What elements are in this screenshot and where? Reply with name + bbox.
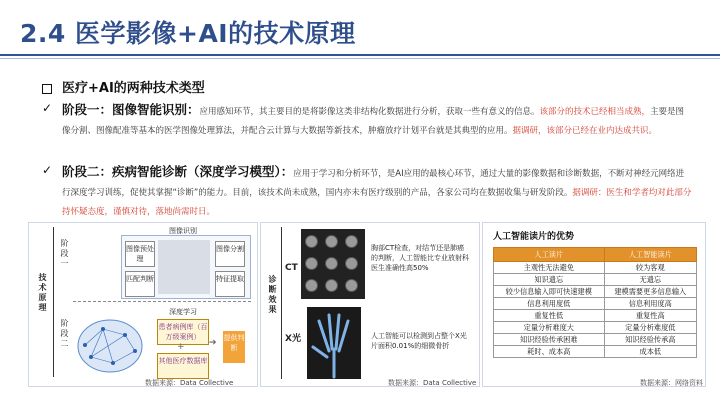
image-recognition-title: 图像识别 [169, 227, 197, 235]
cell-ai: 知识经验传承高 [604, 334, 696, 346]
hand-xray-image [307, 307, 361, 379]
other-db-box: 其他医疗数据库 [157, 353, 209, 379]
cell-manual: 信息利用度低 [494, 298, 605, 310]
stage1-text: 应用感知环节，其主要目的是将影像这类非结构化数据进行分析，获取一些有意义的信息。 [199, 107, 540, 117]
cell-ai: 成本低 [604, 346, 696, 358]
arrow-right-icon: ➔ [209, 338, 217, 348]
ai-advantage-panel [482, 222, 706, 387]
diagnosis-effect-panel [260, 222, 480, 387]
stage2-label: 阶段二 [60, 319, 69, 349]
title-divider-thin [0, 58, 720, 59]
stage2-paragraph [42, 162, 692, 222]
stage2-text: 应用于学习和分析环节，是AI应用的最核心环节，通过大量的影像数据和诊断数据，不断对神经元网络进行深度学习训练，促使其掌握“诊断”的能力。目前，该技术尚未成熟，国内亦未有医疗级别的产品，各家公司均在数据收集与研发阶段。 [62, 169, 685, 198]
stage-divider [73, 301, 251, 302]
table-header-row [494, 248, 697, 262]
page-title: 2.4 医学影像+AI的技术原理 [20, 19, 356, 48]
stage2-red: 据调研：医生和学者均对此部分持怀疑态度，谨慎对待，落地尚需时日。 [62, 188, 692, 217]
tech-principle-panel [28, 222, 258, 387]
check-icon: ✓ [42, 163, 53, 177]
source-note-2: 数据来源：Data Collective [388, 379, 477, 387]
cell-manual: 定量分析难度大 [494, 322, 605, 334]
cell-ai: 建模需要更多信息输入 [604, 286, 696, 298]
side-divider [53, 227, 54, 377]
cell-ai: 无遗忘 [604, 274, 696, 286]
match-box: 匹配判断 [125, 271, 155, 297]
square-bullet-icon [42, 84, 52, 94]
output-box: 提供判断 [223, 331, 245, 363]
brain-network-icon [75, 315, 145, 377]
ct-scan-image [301, 229, 365, 299]
ct-label: CT [285, 263, 298, 273]
segment-box: 图像分割 [215, 241, 245, 267]
side-label-tech: 技术原理 [38, 273, 47, 313]
source-note-3: 数据来源：网络资料 [640, 379, 703, 387]
cell-manual: 耗时、成本高 [494, 346, 605, 358]
scan-grid-image [158, 240, 210, 294]
stage1-red2: 据调研，该部分已经在业内达成共识。 [512, 126, 658, 136]
cell-manual: 较少信息输入即可快速建模 [494, 286, 605, 298]
comparison-table [493, 247, 697, 358]
xray-description: 人工智能可以检测到占整个X光片面积0.01%的细微骨折 [371, 332, 467, 350]
stage1-label: 阶段一 [60, 239, 69, 269]
header-manual: 人工读片 [494, 248, 605, 262]
section-heading [42, 77, 205, 96]
cell-manual: 重复性低 [494, 310, 605, 322]
table-row [494, 286, 697, 298]
side-label-diagnosis: 诊断效果 [268, 275, 277, 315]
cell-ai: 重复性高 [604, 310, 696, 322]
cell-ai: 较为客观 [604, 262, 696, 274]
table-row [494, 310, 697, 322]
stage2-head: 阶段二：疾病智能诊断（深度学习模型）： [62, 164, 294, 179]
cell-manual: 主观性无法避免 [494, 262, 605, 274]
deep-learning-title: 深度学习 [169, 308, 197, 316]
cell-manual: 知识经验传承困难 [494, 334, 605, 346]
preprocess-box: 图像预处理 [125, 241, 155, 267]
feature-box: 特征提取 [215, 271, 245, 297]
table-row [494, 334, 697, 346]
table-row [494, 346, 697, 358]
cell-ai: 定量分析难度低 [604, 322, 696, 334]
table-row [494, 298, 697, 310]
xray-label: X光 [285, 334, 301, 344]
source-note-1: 数据来源：Data Collective [145, 379, 234, 387]
ct-description: 胸部CT检查，对结节还是肺癌的判断，人工智能比专业放射科医生准确性高50% [371, 244, 469, 272]
check-icon: ✓ [42, 101, 53, 115]
table-row [494, 262, 697, 274]
section-label: 医疗+AI的两种技术类型 [62, 81, 205, 96]
comparison-title: 人工智能读片的优势 [493, 232, 575, 242]
stage1-head: 阶段一：图像智能识别： [62, 102, 200, 117]
stage1-text2: 主要是图像分割、图像配准等基本的医学图像处理算法，并配合云计算与大数据等新技术，肿瘤放疗计划平台就是其典型的应用。 [62, 107, 685, 136]
plus-sign: + [177, 342, 185, 352]
header-ai: 人工智能读片 [604, 248, 696, 262]
title-divider [0, 54, 720, 56]
side-divider [281, 227, 282, 379]
cell-manual: 知识遗忘 [494, 274, 605, 286]
stage1-paragraph [42, 100, 692, 141]
table-row [494, 322, 697, 334]
stage1-red1: 该部分的技术已经相当成熟， [539, 107, 651, 117]
patient-db-box: 患者病例库（百万级案例） [157, 319, 209, 345]
table-row [494, 274, 697, 286]
cell-ai: 信息利用度高 [604, 298, 696, 310]
